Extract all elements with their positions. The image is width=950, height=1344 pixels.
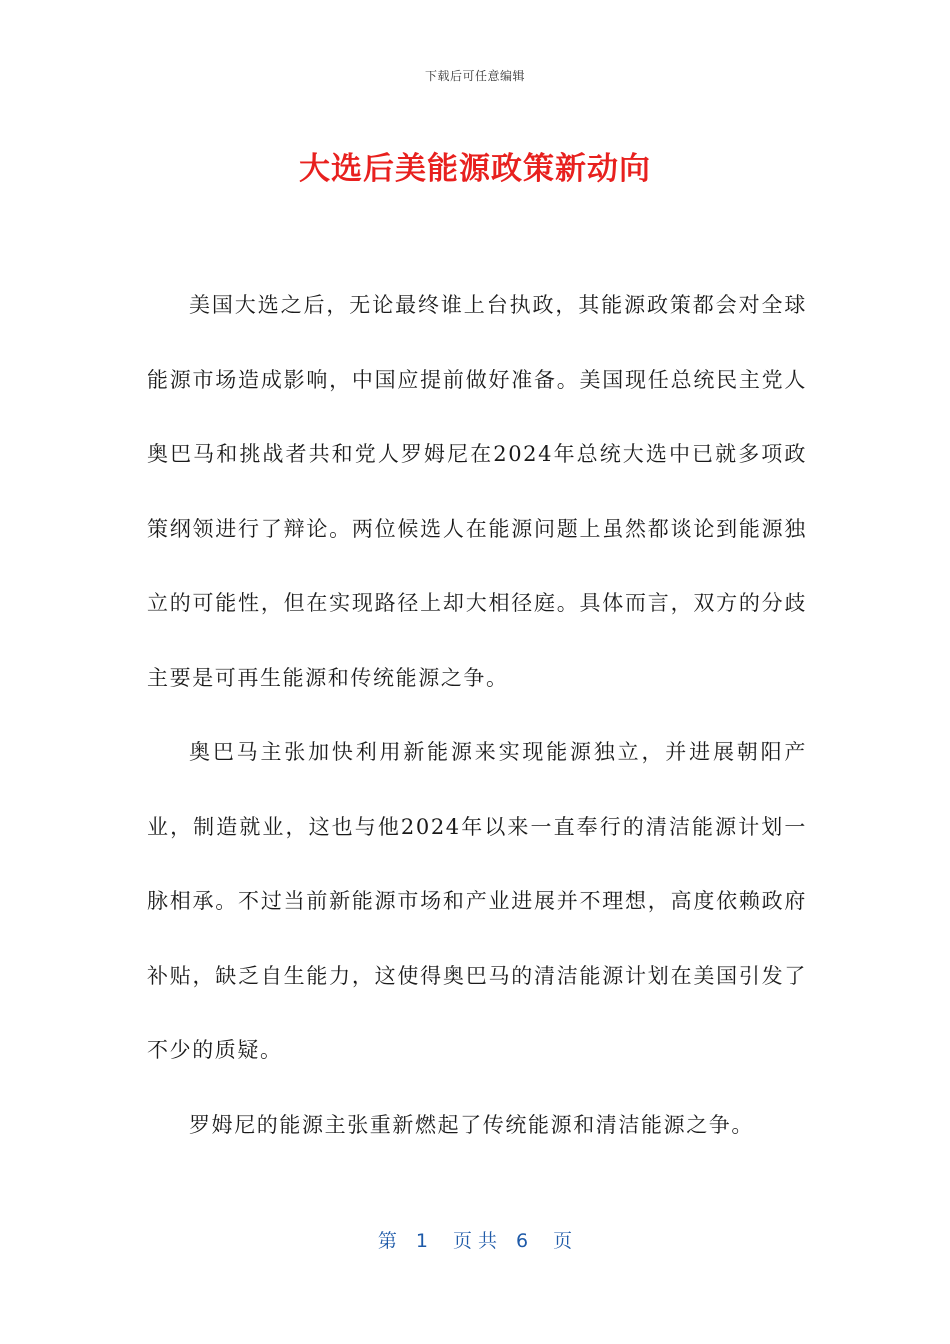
document-body: [147, 268, 807, 1162]
paragraph: 奥巴马主张加快利用新能源来实现能源独立，并进展朝阳产业，制造就业，这也与他2024年以来一直奉行的清洁能源计划一脉相承。不过当前新能源市场和产业进展并不理想，高度依赖政府补贴，缺乏自生能力，这使得奥巴马的清洁能源计划在美国引发了不少的质疑。: [147, 740, 807, 1062]
paragraph: 美国大选之后，无论最终谁上台执政，其能源政策都会对全球能源市场造成影响，中国应提前做好准备。美国现任总统民主党人奥巴马和挑战者共和党人罗姆尼在2024年总统大选中已就多项政策纲领进行了辩论。两位候选人在能源问题上虽然都谈论到能源独立的可能性，但在实现路径上却大相径庭。具体而言，双方的分歧主要是可再生能源和传统能源之争。: [147, 293, 807, 690]
paragraph: 罗姆尼的能源主张重新燃起了传统能源和清洁能源之争。: [189, 1112, 754, 1137]
header-note: 下载后可任意编辑: [424, 69, 525, 83]
page-footer: 第 1 页 共 6 页: [377, 1230, 573, 1252]
document-title: 大选后美能源政策新动向: [299, 151, 651, 187]
